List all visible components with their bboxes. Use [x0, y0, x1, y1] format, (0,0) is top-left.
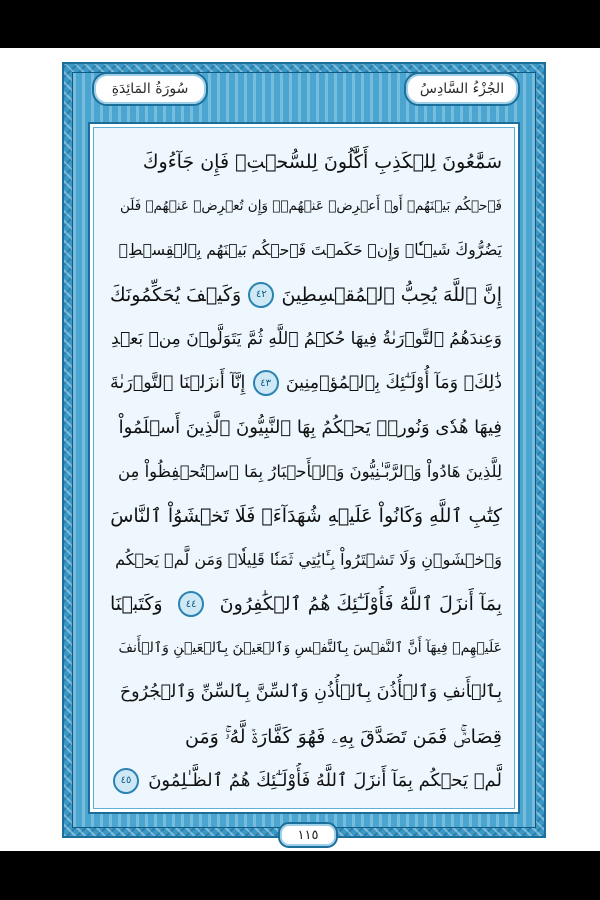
verse-text-segment: قِصَاصٞۚ فَمَن تَصَدَّقَ بِهِۦ فَهُوَ كَفَّارَةٞ لَّهُۥۚ وَمَن — [184, 725, 502, 748]
verse-text-segment: كِتَٰبِ ٱللَّهِ وَكَانُواْ عَلَيۡهِ شُهَدَآءَۚ فَلَا تَخۡشَوُاْ ٱلنَّاسَ — [110, 504, 502, 527]
verse-text-segment: بِمَآ أَنزَلَ ٱللَّهُ فَأُوْلَـٰٓئِكَ هُمُ ٱلۡكَٰفِرُونَ — [219, 593, 502, 615]
verse-line — [110, 498, 502, 534]
verse-text-segment: سَمَّٰعُونَ لِلۡكَذِبِ أَكَّٰلُونَ لِلسُّحۡتِۚ فَإِن جَآءُوكَ — [142, 151, 502, 173]
verse-text-segment: يَضُرُّوكَ شَيۡـٔٗاۖ وَإِنۡ حَكَمۡتَ فَٱحۡكُم بَيۡنَهُم بِٱلۡقِسۡطِۚ — [118, 241, 502, 260]
ayah-number-marker: ٤٣ — [253, 370, 279, 396]
page-number-badge — [278, 822, 338, 848]
page-number-label: ١١٥ — [297, 827, 319, 843]
ayah-number-marker: ٤٢ — [248, 282, 274, 308]
verse-line — [110, 409, 502, 445]
verse-line — [110, 321, 502, 357]
verse-text-segment: وَكَتَبۡنَا — [110, 593, 163, 615]
surah-name-label: سُورَةُ المَائِدَةِ — [111, 81, 189, 97]
verse-text-segment: وَكَيۡفَ يُحَكِّمُونَكَ — [110, 283, 242, 306]
verse-line — [110, 453, 502, 489]
verse-text-segment: فِيهَا هُدٗى وَنُورٞۚ يَحۡكُمُ بِهَا ٱلنَّبِيُّونَ ٱلَّذِينَ أَسۡلَمُواْ — [118, 416, 502, 438]
verse-text-segment: فَٱحۡكُم بَيۡنَهُمۡ أَوۡ أَعۡرِضۡ عَنۡهُمۡۖ وَإِن تُعۡرِضۡ عَنۡهُمۡ فَلَن — [119, 198, 502, 215]
verse-line — [110, 232, 502, 268]
verse-line — [110, 719, 502, 755]
verse-line — [110, 630, 502, 666]
verse-line — [110, 188, 502, 224]
verse-text-segment: وَعِندَهُمُ ٱلتَّوۡرَىٰةُ فِيهَا حُكۡمُ ٱللَّهِ ثُمَّ يَتَوَلَّوۡنَ مِنۢ بَعۡدِ — [111, 328, 502, 349]
verse-text-segment: عَلَيۡهِمۡ فِيهَآ أَنَّ ٱلنَّفۡسَ بِٱلنَّفۡسِ وَٱلۡعَيۡنَ بِٱلۡعَيۡنِ وَٱلۡأَنفَ — [118, 640, 502, 657]
verse-line — [110, 674, 502, 710]
mushaf-page — [0, 48, 600, 851]
juz-name-header — [404, 72, 520, 106]
surah-name-header — [92, 72, 208, 106]
verse-line — [110, 542, 502, 578]
ayah-number-marker: ٤٥ — [113, 768, 139, 794]
verse-line — [110, 365, 502, 401]
verse-text-segment: إِنَّآ أَنزَلۡنَا ٱلتَّوۡرَىٰةَ — [110, 373, 246, 393]
verse-text-panel — [88, 122, 520, 814]
verse-text-segment: بِٱلۡأَنفِ وَٱلۡأُذُنَ بِٱلۡأُذُنِ وَٱلسِّنَّ بِٱلسِّنِّ وَٱلۡجُرُوحَ — [119, 682, 502, 703]
verse-text-segment: لَّمۡ يَحۡكُم بِمَآ أَنزَلَ ٱللَّهُ فَأُوْلَـٰٓئِكَ هُمُ ٱلظَّـٰلِمُونَ — [148, 770, 502, 792]
verse-text-segment: ذَٰلِكَۚ وَمَآ أُوْلَـٰٓئِكَ بِٱلۡمُؤۡمِنِينَ — [285, 373, 502, 393]
verse-text-segment: إِنَّ ٱللَّهَ يُحِبُّ ٱلۡمُقۡسِطِينَ — [281, 283, 502, 306]
verse-text-segment: وَٱخۡشَوۡنِ وَلَا تَشۡتَرُواْ بِـَٔايَٰتِي ثَمَنٗا قَلِيلٗاۚ وَمَن لَّمۡ يَحۡكُم — [115, 550, 502, 570]
ornamental-frame — [62, 62, 546, 843]
verse-line — [110, 763, 502, 799]
juz-name-label: الجُزْءُ السَّادِسُ — [419, 81, 505, 97]
ayah-number-marker: ٤٤ — [178, 591, 204, 617]
verse-text-segment: لِلَّذِينَ هَادُواْ وَٱلرَّبَّـٰنِيُّونَ وَٱلۡأَحۡبَارُ بِمَا ٱسۡتُحۡفِظُواْ مِن — [117, 461, 502, 481]
verse-line — [110, 144, 502, 180]
verse-line — [110, 277, 502, 313]
verse-line — [110, 586, 502, 622]
